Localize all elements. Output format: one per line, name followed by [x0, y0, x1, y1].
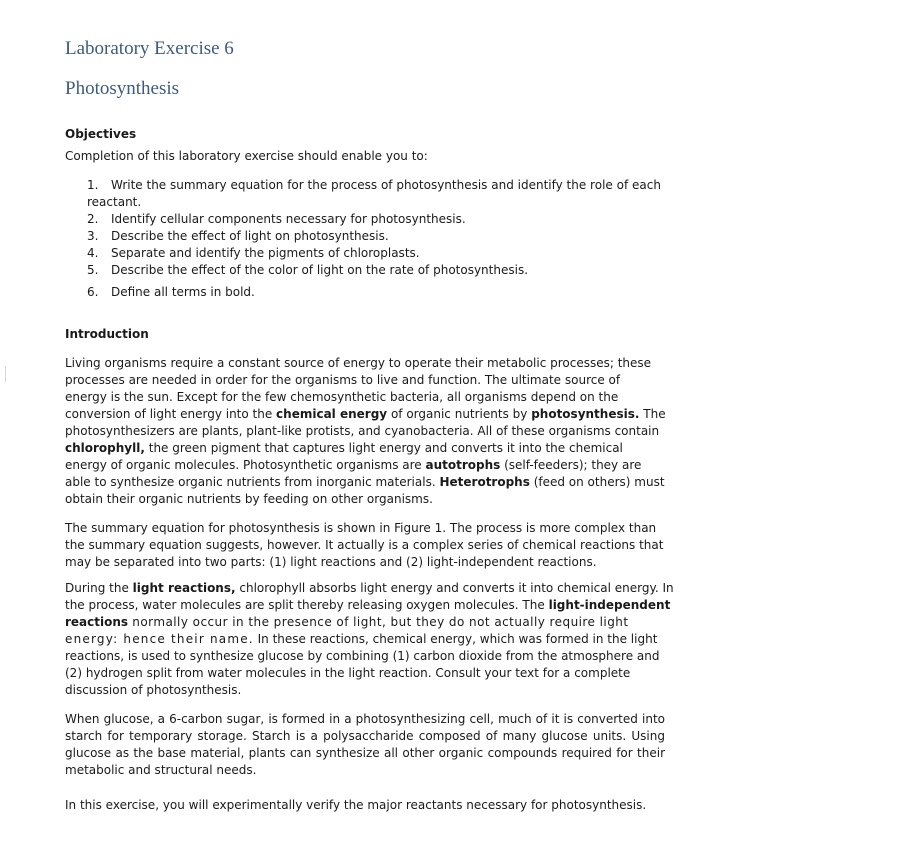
exercise-title: Laboratory Exercise 6 — [65, 38, 234, 59]
text-run: able to synthesize organic nutrients from inorganic materials. — [65, 475, 440, 489]
text-run: conversion of light energy into the — [65, 407, 277, 421]
list-item-continuation — [87, 194, 667, 211]
list-text: Write the summary equation for the process of photosynthesis and identify the role of each — [111, 178, 661, 192]
list-text: Separate and identify the pigments of chloroplasts. — [111, 246, 420, 260]
paragraph-line: obtain their organic nutrients by feeding on other organisms. — [65, 492, 433, 506]
paragraph-line: starch for temporary storage. Starch is a polysaccharide composed of many glucose units. Using — [65, 729, 665, 743]
paragraph-line: reactions, is used to synthesize glucose by combining (1) carbon dioxide from the atmosphere and — [65, 649, 660, 663]
paragraph-line: the summary equation suggests, however. It actually is a complex series of chemical reactions that — [65, 538, 664, 552]
paragraph-line: When glucose, a 6-carbon sugar, is formed in a photosynthesizing cell, much of it is converted into — [65, 712, 665, 726]
list-item — [87, 177, 667, 194]
intro-paragraph-3 — [65, 580, 674, 699]
list-number: 4. — [87, 246, 99, 260]
bold-term-photosynthesis: photosynthesis. — [531, 407, 640, 421]
text-run: energy of organic molecules. Photosynthetic organisms are — [65, 458, 426, 472]
paragraph-line: metabolic and structural needs. — [65, 763, 257, 777]
paragraph-line: may be separated into two parts: (1) light reactions and (2) light-independent reactions. — [65, 555, 597, 569]
intro-paragraph-2 — [65, 520, 665, 571]
paragraph-line — [65, 406, 665, 423]
page-edge-mark — [0, 366, 6, 382]
paragraph-line: Living organisms require a constant source of energy to operate their metabolic processes; these — [65, 356, 652, 370]
paragraph-line: discussion of photosynthesis. — [65, 683, 242, 697]
list-item — [87, 262, 667, 279]
list-text: reactant. — [87, 195, 142, 209]
objectives-heading: Objectives — [65, 127, 137, 141]
list-text: Describe the effect of light on photosynthesis. — [111, 229, 389, 243]
text-run: chlorophyll absorbs light energy and converts it into chemical energy. In — [235, 581, 674, 595]
list-number: 6. — [87, 285, 99, 299]
paragraph-line — [65, 614, 665, 631]
paragraph-line — [65, 597, 671, 614]
text-run: During the — [65, 581, 133, 595]
text-run: the green pigment that captures light energy and converts it into the chemical — [144, 441, 623, 455]
text-run: normally occur in the presence of light, but they do not actually require light — [128, 615, 629, 629]
topic-title: Photosynthesis — [65, 78, 180, 99]
introduction-heading: Introduction — [65, 327, 149, 341]
bold-term-chlorophyll: chlorophyll, — [65, 441, 145, 455]
paragraph-line — [65, 474, 665, 491]
list-number: 3. — [87, 229, 99, 243]
paragraph-line: photosynthesizers are plants, plant-like protists, and cyanobacteria. All of these organisms contain — [65, 424, 660, 438]
list-text: Define all terms in bold. — [111, 285, 255, 299]
intro-paragraph-4 — [65, 711, 665, 779]
bold-term-light-reactions: light reactions, — [132, 581, 236, 595]
intro-paragraph-1 — [65, 355, 665, 508]
text-run: of organic nutrients by — [387, 407, 532, 421]
list-item — [87, 284, 667, 301]
paragraph-line: processes are needed in order for the organisms to live and function. The ultimate source of — [65, 373, 621, 387]
text-run: (feed on others) must — [529, 475, 665, 489]
list-text: Identify cellular components necessary for photosynthesis. — [111, 212, 466, 226]
objectives-list — [87, 177, 667, 301]
text-run: (self-feeders); they are — [500, 458, 642, 472]
list-number: 2. — [87, 212, 99, 226]
paragraph-line: The summary equation for photosynthesis is shown in Figure 1. The process is more complex than — [65, 521, 657, 535]
bold-term-chemical-energy: chemical energy — [276, 407, 388, 421]
paragraph-line — [65, 440, 665, 457]
text-run: the process, water molecules are split thereby releasing oxygen molecules. The — [65, 598, 549, 612]
list-item — [87, 228, 667, 245]
paragraph-line — [65, 631, 665, 648]
text-run: The — [639, 407, 666, 421]
text-run: energy: hence their name. — [65, 632, 254, 646]
bold-term-autotrophs: autotrophs — [425, 458, 501, 472]
list-item — [87, 245, 667, 262]
list-number: 5. — [87, 263, 99, 277]
paragraph-line — [65, 580, 674, 597]
paragraph-line — [65, 457, 665, 474]
intro-paragraph-5: In this exercise, you will experimentally verify the major reactants necessary for photosynthesis. — [65, 798, 647, 812]
list-text: Describe the effect of the color of light on the rate of photosynthesis. — [111, 263, 529, 277]
list-item — [87, 211, 667, 228]
objectives-intro: Completion of this laboratory exercise should enable you to: — [65, 149, 428, 163]
paragraph-line: glucose as the base material, plants can synthesize all other organic compounds required for their — [65, 746, 665, 760]
text-run: In these reactions, chemical energy, which was formed in the light — [253, 632, 658, 646]
paragraph-line: energy is the sun. Except for the few chemosynthetic bacteria, all organisms depend on the — [65, 390, 619, 404]
bold-term-heterotrophs: Heterotrophs — [439, 475, 530, 489]
paragraph-line: (2) hydrogen split from water molecules in the light reaction. Consult your text for a complete — [65, 666, 631, 680]
bold-term-light-independent: light-independent — [548, 598, 671, 612]
bold-term-reactions: reactions — [65, 615, 129, 629]
list-number: 1. — [87, 178, 99, 192]
